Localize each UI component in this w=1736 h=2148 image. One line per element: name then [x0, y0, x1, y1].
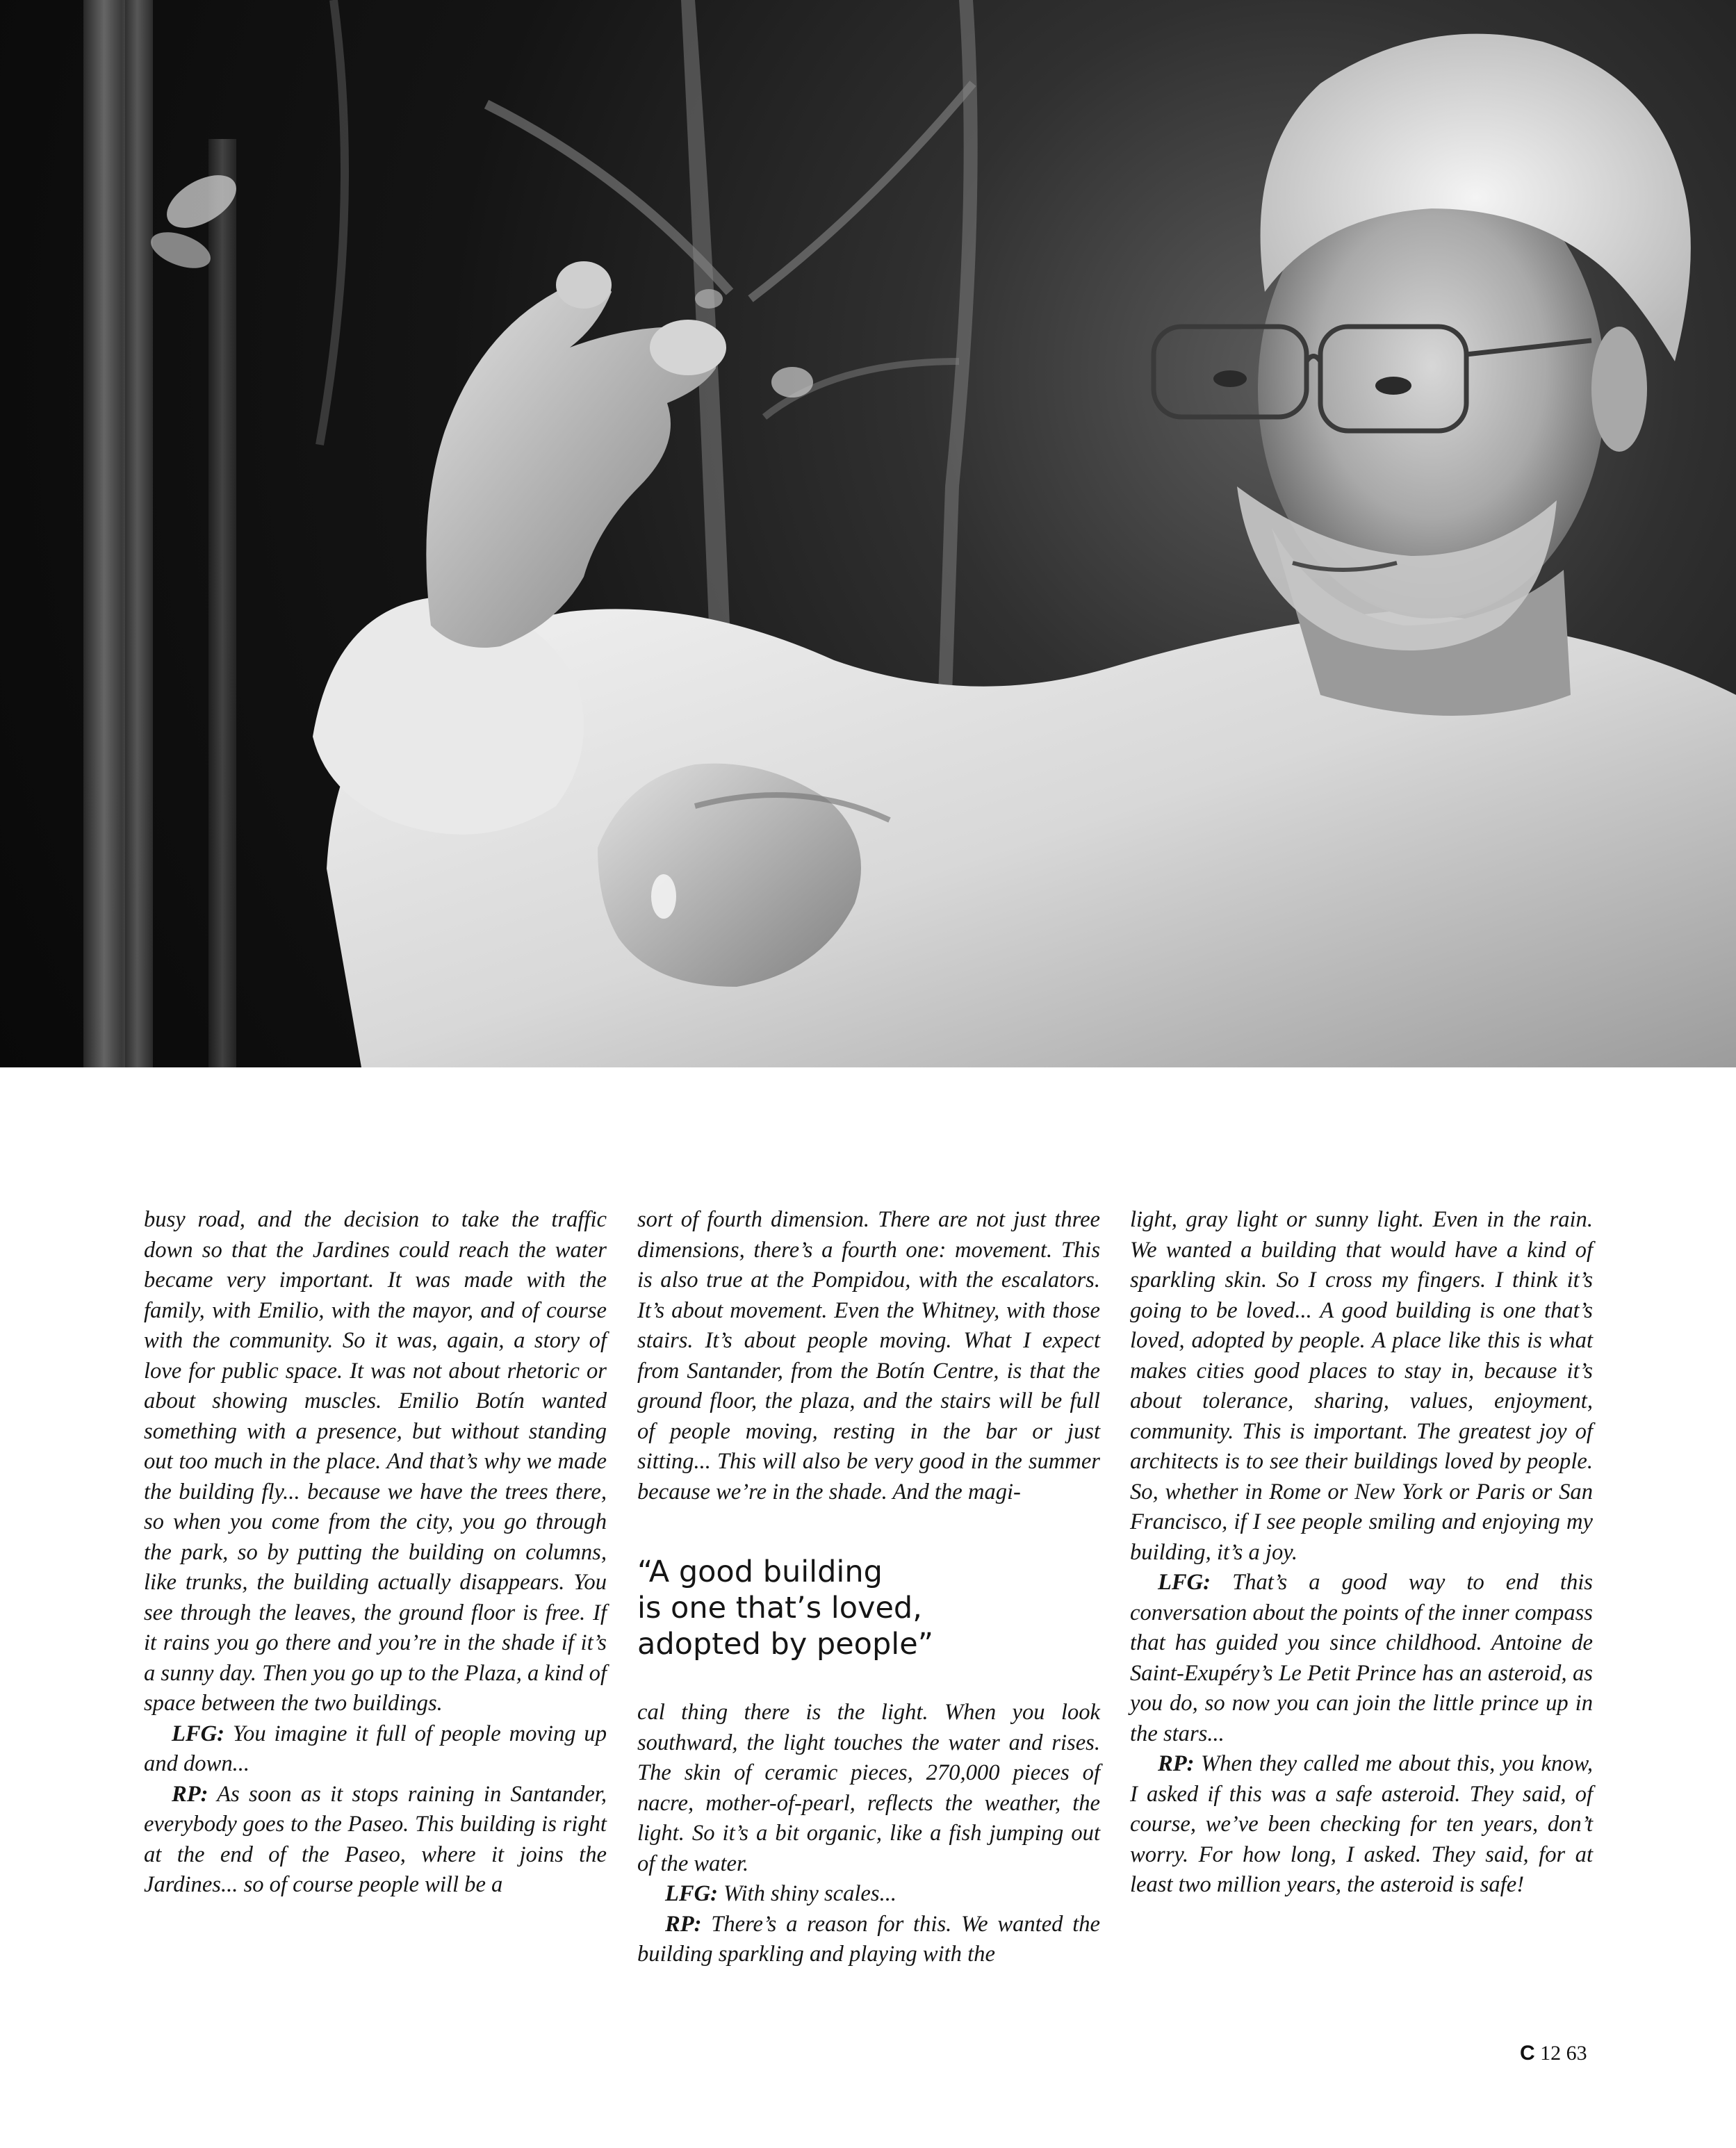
question-lfg-2 [637, 1879, 1100, 1910]
answer-text: When they called me about this, you know, I asked if this was a safe asteroid. They said, of course, we’ve been checking for ten years, don’t worry. For how long, I asked. They said, for at least two million years, the asteroid is safe! [1130, 1751, 1593, 1897]
pull-quote-line-2: is one that’s loved, [637, 1591, 922, 1625]
page-footer [1520, 2042, 1587, 2065]
column-3-paragraph: light, gray light or sunny light. Even in the rain. We wanted a building that would have a kind of sparkling skin. So I cross my fingers. I think it’s going to be loved... A good building is one that’s loved, adopted by people. A place like this is what makes cities good places to stay in, because it’s about tolerance, sharing, values, enjoyment, community. This is important. The greatest joy of architects is to see their buildings loved by people. So, whether in Rome or New York or Paris or San Francisco, if I see people smiling and enjoying my building, it’s a joy. [1130, 1207, 1593, 1565]
pull-quote [637, 1554, 1089, 1662]
text-column-2-bottom [637, 1698, 1100, 1970]
question-text: That’s a good way to end this conversation about the points of the inner compass that has guided you since childhood. Antoine de Saint-Exupéry’s Le Petit Prince has an asteroid, as you do, so now you can join the little prince up in the stars... [1130, 1570, 1593, 1746]
question-text: With shiny scales... [718, 1881, 896, 1906]
issue-number: 12 [1540, 2042, 1562, 2065]
answer-rp-2 [637, 1910, 1100, 1970]
speaker-label: RP: [1158, 1751, 1195, 1776]
page-number: 63 [1566, 2042, 1587, 2065]
pull-quote-line-1: “A good building [637, 1555, 883, 1589]
portrait-photo-graphic [0, 0, 1736, 1067]
question-lfg-3 [1130, 1568, 1593, 1749]
portrait-photo [0, 0, 1736, 1067]
text-column-1 [144, 1205, 607, 1901]
speaker-label: RP: [172, 1781, 208, 1807]
question-lfg-1 [144, 1719, 607, 1780]
pull-quote-line-3: adopted by people” [637, 1627, 933, 1662]
text-column-2-top [637, 1205, 1100, 1507]
speaker-label: LFG: [665, 1881, 719, 1906]
question-text: You imagine it full of people moving up and down... [144, 1721, 607, 1776]
answer-text: As soon as it stops raining in Santander, everybody goes to the Paseo. This building is right at the end of the Paseo, where it joins the Jardines... so of course people will be a [144, 1781, 607, 1897]
column-2-paragraph-2: cal thing there is the light. When you look southward, the light touches the water and rises. The skin of ceramic pieces, 270,000 pieces of nacre, mother-of-pearl, reflects the weather, the light. So it’s a bit organic, like a fish jumping out of the water. [637, 1700, 1100, 1876]
column-2-paragraph-1: sort of fourth dimension. There are not just three dimensions, there’s a fourth one: movement. This is also true at the Pompidou, with the escalators. It’s about movement. Even the Whitney, with those stairs. It’s about people moving. What I expect from Santander, from the Botín Centre, is that the ground floor, the plaza, and the stairs will be full of people moving, resting in the bar or just sitting... This will also be very good in the summer because we’re in the shade. And the magi- [637, 1207, 1100, 1505]
answer-rp-1 [144, 1780, 607, 1901]
magazine-code: C [1520, 2042, 1535, 2065]
speaker-label: LFG: [172, 1721, 225, 1746]
answer-rp-3 [1130, 1749, 1593, 1901]
text-column-3 [1130, 1205, 1593, 1901]
answer-text: There’s a reason for this. We wanted the building sparkling and playing with the [637, 1911, 1100, 1967]
column-1-paragraph: busy road, and the decision to take the traffic down so that the Jardines could reach the water became very important. It was made with the family, with Emilio, with the mayor, and of course with the community. So it was, again, a story of love for public space. It was not about rhetoric or about showing muscles. Emilio Botín wanted something with a presence, but without standing out too much in the place. And that’s why we made the building fly... because we have the trees there, so when you come from the city, you go through the park, so by putting the building on columns, like trunks, the building actually disappears. You see through the leaves, the ground floor is free. If it rains you go there and you’re in the shade if it’s a sunny day. Then you go up to the Plaza, a kind of space between the two buildings. [144, 1207, 607, 1716]
speaker-label: LFG: [1158, 1570, 1211, 1595]
speaker-label: RP: [665, 1911, 702, 1937]
